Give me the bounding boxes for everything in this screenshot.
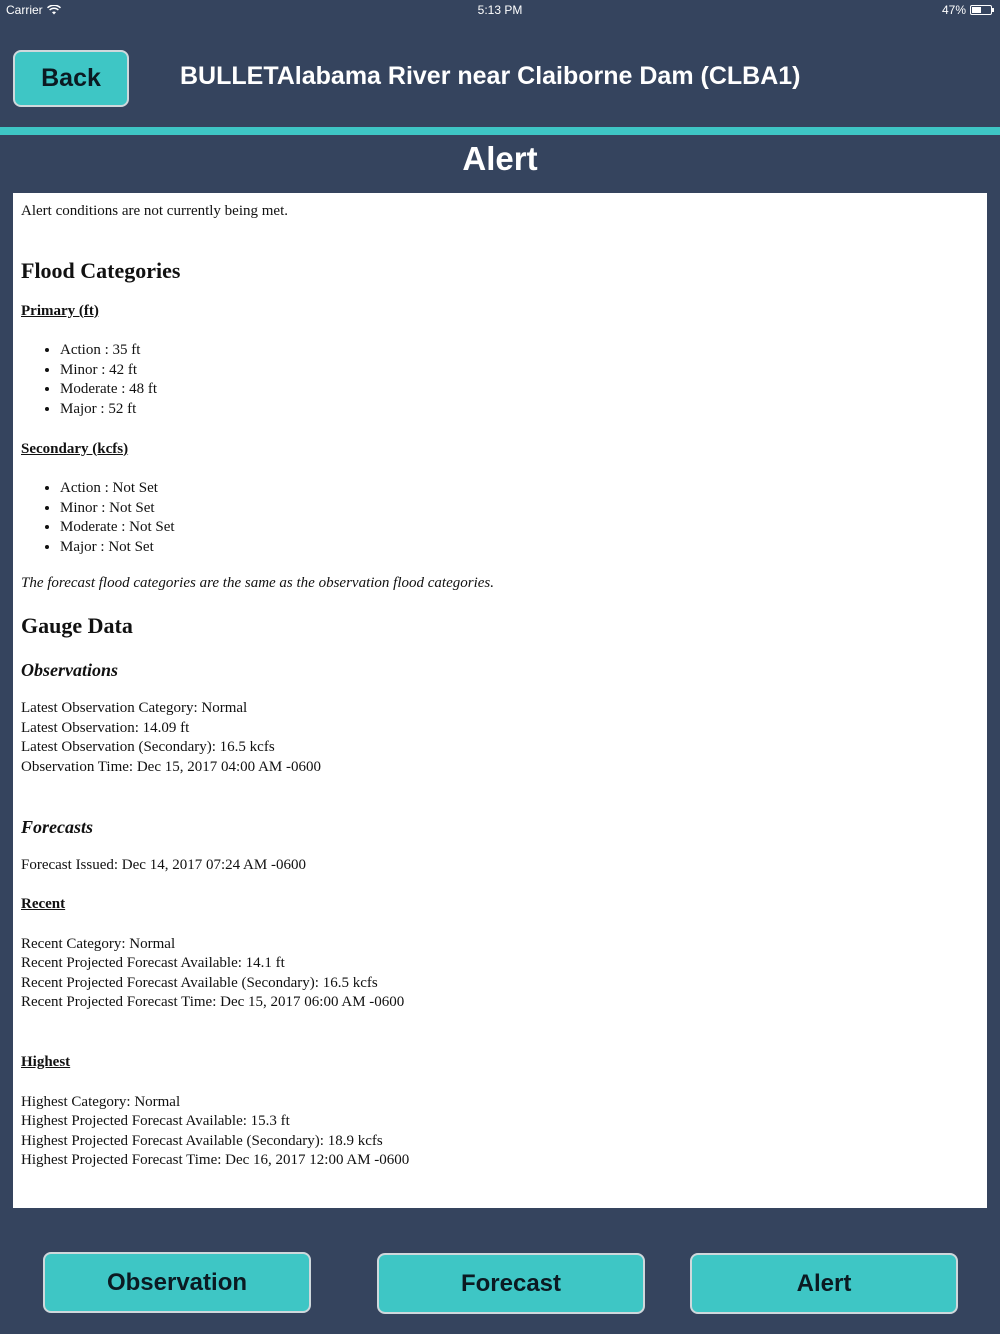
forecast-issued: Forecast Issued: Dec 14, 2017 07:24 AM -0600 <box>21 856 306 873</box>
secondary-heading: Secondary (kcfs) <box>21 440 129 457</box>
secondary-categories-list <box>21 479 979 557</box>
recent-line: Recent Projected Forecast Available: 14.1 ft <box>21 955 285 972</box>
status-time: 5:13 PM <box>477 3 523 17</box>
observation-line: Observation Time: Dec 15, 2017 04:00 AM -0600 <box>21 758 321 775</box>
alert-tab-button[interactable]: Alert <box>690 1253 958 1314</box>
forecast-tab-button[interactable]: Forecast <box>377 1253 645 1314</box>
recent-line: Recent Projected Forecast Available (Secondary): 16.5 kcfs <box>21 974 378 991</box>
back-button[interactable]: Back <box>13 50 129 107</box>
page-title: Alert <box>462 140 538 177</box>
station-title: BULLETAlabama River near Claiborne Dam (CLBA1) <box>180 62 801 90</box>
battery-percent: 47% <box>941 3 966 17</box>
highest-line: Highest Projected Forecast Available (Secondary): 18.9 kcfs <box>21 1132 383 1149</box>
list-item: • Minor : 42 ft <box>60 361 979 381</box>
flood-categories-heading: Flood Categories <box>21 257 181 283</box>
recent-line: Recent Projected Forecast Time: Dec 15, 2017 06:00 AM -0600 <box>21 994 405 1011</box>
list-item: • Minor : Not Set <box>60 499 979 519</box>
observation-line: Latest Observation: 14.09 ft <box>21 719 190 736</box>
list-item: • Major : 52 ft <box>60 400 979 420</box>
observations-heading: Observations <box>21 660 119 681</box>
list-item: • Moderate : 48 ft <box>60 380 979 400</box>
list-item: • Moderate : Not Set <box>60 518 979 538</box>
recent-heading: Recent <box>21 896 66 913</box>
status-bar <box>0 0 1000 22</box>
forecast-note: The forecast flood categories are the same as the observation flood categories. <box>21 574 494 591</box>
observation-line: Latest Observation Category: Normal <box>21 700 248 717</box>
forecasts-heading: Forecasts <box>21 816 93 837</box>
recent-line: Recent Category: Normal <box>21 935 176 952</box>
battery-icon <box>970 5 992 15</box>
observation-line: Latest Observation (Secondary): 16.5 kcfs <box>21 739 275 756</box>
primary-heading: Primary (ft) <box>21 302 99 319</box>
highest-heading: Highest <box>21 1054 71 1071</box>
list-item: • Major : Not Set <box>60 538 979 558</box>
carrier-label: Carrier <box>6 3 43 17</box>
battery-indicator <box>942 3 992 17</box>
highest-line: Highest Projected Forecast Time: Dec 16, 2017 12:00 AM -0600 <box>21 1152 410 1169</box>
observation-tab-button[interactable]: Observation <box>43 1252 311 1313</box>
list-item: • Action : 35 ft <box>60 341 979 361</box>
highest-line: Highest Projected Forecast Available: 15.3 ft <box>21 1113 290 1130</box>
primary-categories-list <box>21 341 979 419</box>
alert-content-panel <box>13 193 987 1208</box>
highest-line: Highest Category: Normal <box>21 1093 181 1110</box>
list-item: • Action : Not Set <box>60 479 979 499</box>
alert-status-text: Alert conditions are not currently being met. <box>21 203 289 219</box>
gauge-data-heading: Gauge Data <box>21 613 133 639</box>
accent-divider <box>0 127 1000 135</box>
